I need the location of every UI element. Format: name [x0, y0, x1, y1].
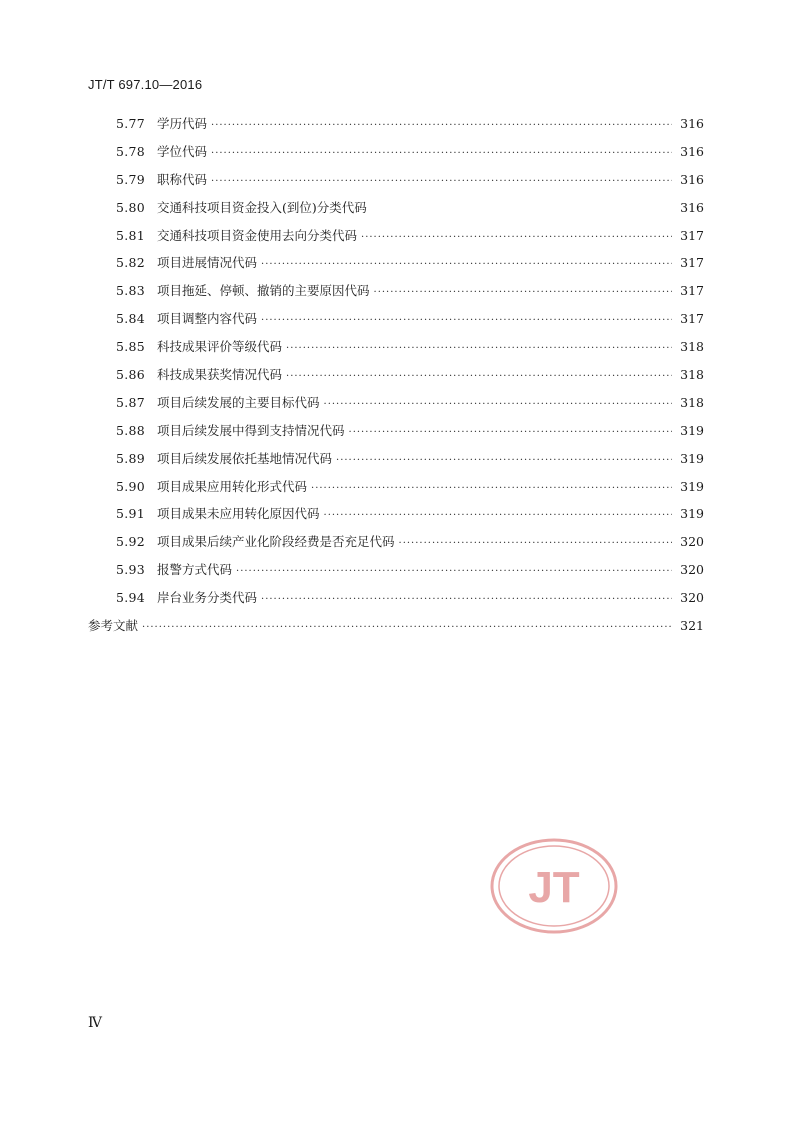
toc-entry-title: 项目成果后续产业化阶段经费是否充足代码: [157, 534, 395, 550]
toc-entry-page: 317: [680, 227, 704, 243]
toc-entry[interactable]: [88, 277, 704, 305]
toc-entry[interactable]: [88, 528, 704, 556]
toc-entry-title: 岸台业务分类代码: [157, 590, 258, 606]
toc-entry-number: 5.84: [115, 311, 145, 327]
toc-entry[interactable]: [88, 500, 704, 528]
toc-entry-number: 5.78: [115, 143, 145, 159]
toc-entry-title: 项目调整内容代码: [157, 311, 258, 327]
toc-entry-page: 319: [680, 422, 704, 438]
toc-entry-number: 5.81: [115, 227, 145, 243]
dot-leader: [399, 530, 672, 558]
toc-entry-page: 320: [680, 562, 704, 578]
toc-entry-number: 5.88: [115, 422, 145, 438]
toc-entry-title: 学位代码: [157, 143, 208, 159]
toc-entry-page: 319: [680, 478, 704, 494]
toc-entry[interactable]: [88, 305, 704, 333]
toc-entry-number: 5.92: [115, 534, 145, 550]
dot-leader: [374, 279, 672, 307]
toc-entry-title: 项目进展情况代码: [157, 255, 258, 271]
toc-entry[interactable]: [88, 361, 704, 389]
dot-leader: [261, 251, 672, 279]
toc-entry[interactable]: [88, 445, 704, 473]
toc-entry[interactable]: [88, 249, 704, 277]
toc-entry[interactable]: [88, 110, 704, 138]
toc-entry-number: 5.85: [115, 339, 145, 355]
dot-leader: [324, 502, 672, 530]
page-number: Ⅳ: [88, 1015, 102, 1031]
toc-entry-number: 5.93: [115, 562, 145, 578]
dot-leader: [349, 419, 672, 447]
dot-leader: [286, 363, 672, 391]
toc-entry-page: 320: [680, 590, 704, 606]
toc-entry-page: 318: [680, 394, 704, 410]
toc-entry-number: 5.89: [115, 450, 145, 466]
toc-entry-page: 317: [680, 255, 704, 271]
toc-entry-page: 317: [680, 311, 704, 327]
toc-entry-title: 项目成果应用转化形式代码: [157, 478, 308, 494]
toc-entry-number: 5.80: [115, 199, 145, 215]
toc-entry[interactable]: [88, 194, 704, 222]
toc-entry-title: 参考文献: [88, 618, 139, 634]
dot-leader: [211, 112, 672, 140]
toc-entry[interactable]: [88, 473, 704, 501]
dot-leader: [324, 391, 672, 419]
toc-entry-references[interactable]: [88, 612, 704, 640]
jt-logo-stamp: [488, 836, 620, 936]
toc-entry-title: 职称代码: [157, 171, 208, 187]
dot-leader: [311, 475, 672, 503]
toc-entry-title: 交通科技项目资金投入(到位)分类代码: [157, 199, 367, 215]
toc-entry-page: 316: [680, 116, 704, 131]
dot-leader: [211, 168, 672, 196]
toc-entry-title: 项目后续发展依托基地情况代码: [157, 450, 333, 466]
toc-entry[interactable]: [88, 556, 704, 584]
toc-entry[interactable]: [88, 417, 704, 445]
toc-entry-number: 5.94: [115, 590, 145, 606]
toc-entry-page: 317: [680, 283, 704, 299]
dot-leader: [286, 335, 672, 363]
toc-entry-number: 5.91: [115, 506, 145, 522]
toc-entry[interactable]: [88, 389, 704, 417]
dot-leader: [211, 140, 672, 168]
dot-leader: [361, 224, 672, 252]
toc-entry-title: 项目成果未应用转化原因代码: [157, 506, 320, 522]
toc-entry-number: 5.87: [115, 394, 145, 410]
standard-code-header: JT/T 697.10—2016: [88, 77, 203, 92]
toc-entry-number: 5.82: [115, 255, 145, 271]
toc-entry-number: 5.83: [115, 283, 145, 299]
toc-entry-title: 项目后续发展的主要目标代码: [157, 394, 320, 410]
toc-entry-page: 319: [680, 506, 704, 522]
toc-entry-page: 316: [680, 143, 704, 159]
toc-entry-title: 科技成果评价等级代码: [157, 339, 283, 355]
toc-entry-page: 320: [680, 534, 704, 550]
toc-entry-page: 321: [680, 618, 704, 634]
toc-entry-title: 项目后续发展中得到支持情况代码: [157, 422, 345, 438]
dot-leader: [336, 447, 672, 475]
toc-entry[interactable]: [88, 166, 704, 194]
dot-leader: [236, 558, 672, 586]
toc-entry-page: 318: [680, 339, 704, 355]
toc-entry-title: 学历代码: [157, 116, 208, 131]
toc-entry-title: 项目拖延、停顿、撤销的主要原因代码: [157, 283, 370, 299]
dot-leader: [142, 614, 672, 642]
toc-entry-page: 318: [680, 367, 704, 383]
stamp-text: JT: [528, 863, 580, 912]
toc-entry-number: 5.77: [115, 116, 145, 131]
toc-entry-number: 5.86: [115, 367, 145, 383]
toc-entry[interactable]: [88, 584, 704, 612]
dot-leader: [261, 586, 672, 614]
dot-leader: [261, 307, 672, 335]
toc-entry-title: 交通科技项目资金使用去向分类代码: [157, 227, 358, 243]
toc-entry-page: 319: [680, 450, 704, 466]
toc-entry-title: 报警方式代码: [157, 562, 233, 578]
toc-entry-number: 5.79: [115, 171, 145, 187]
table-of-contents: [88, 110, 704, 640]
toc-entry-page: 316: [680, 171, 704, 187]
toc-entry[interactable]: [88, 333, 704, 361]
toc-entry-title: 科技成果获奖情况代码: [157, 367, 283, 383]
toc-entry[interactable]: [88, 222, 704, 250]
toc-entry-page: 316: [680, 199, 704, 215]
toc-entry-number: 5.90: [115, 478, 145, 494]
toc-entry[interactable]: [88, 138, 704, 166]
